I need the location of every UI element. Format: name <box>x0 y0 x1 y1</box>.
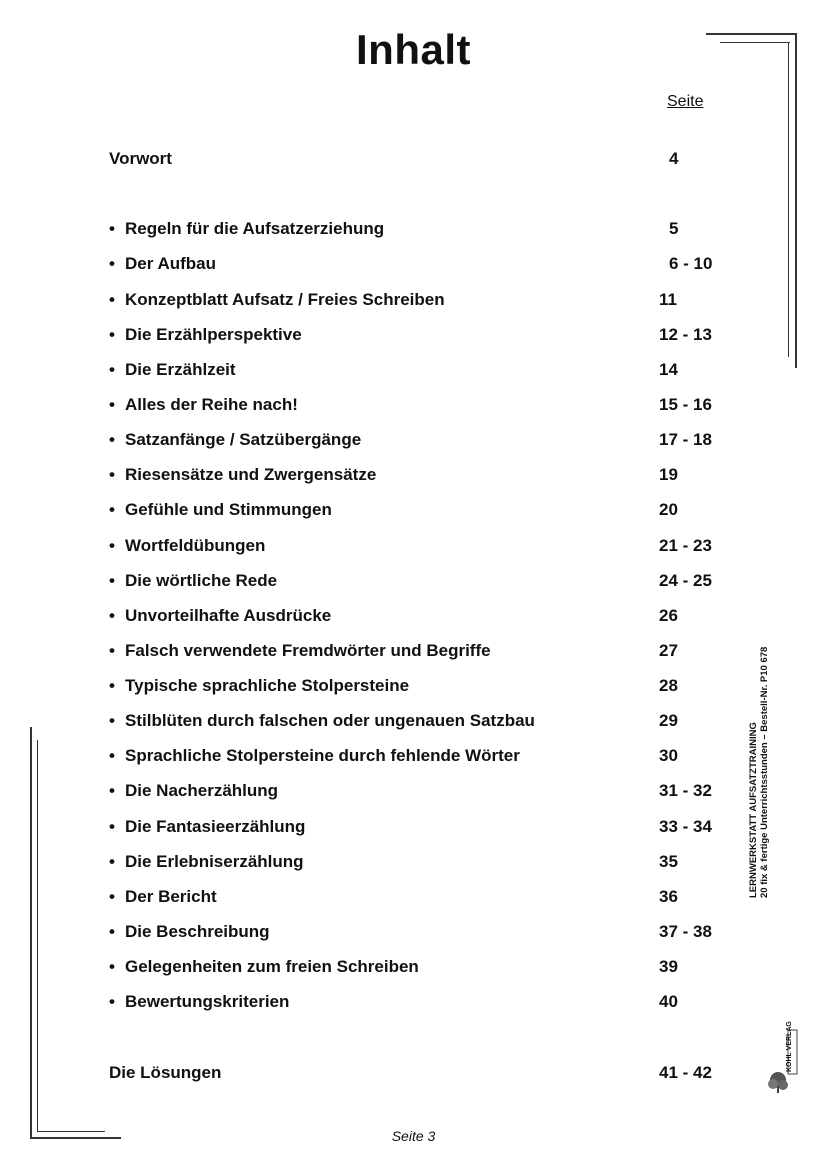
toc-entry <box>109 428 749 452</box>
toc-entry-label: Gelegenheiten zum freien Schreiben <box>125 957 419 976</box>
frame-line-top-inner <box>720 42 790 43</box>
toc-entry-page: 27 <box>659 641 678 660</box>
bullet-icon: • <box>109 992 115 1011</box>
toc-entry-label: Sprachliche Stolpersteine durch fehlende Wörter <box>125 746 520 765</box>
toc-entry-label: Die Erzählperspektive <box>125 325 302 344</box>
toc-entry-page: 29 <box>659 711 678 730</box>
toc-entry <box>109 288 749 312</box>
toc-entry <box>109 252 749 276</box>
bullet-icon: • <box>109 465 115 484</box>
toc-entry-label: Die Erlebniserzählung <box>125 852 304 871</box>
bullet-icon: • <box>109 676 115 695</box>
tree-logo-icon <box>768 1028 798 1094</box>
toc-entry <box>109 744 749 768</box>
toc-entry <box>109 990 749 1014</box>
toc-entry-label: Konzeptblatt Aufsatz / Freies Schreiben <box>125 290 445 309</box>
toc-entry <box>109 569 749 593</box>
toc-entry-label: Wortfeldübungen <box>125 536 266 555</box>
toc-entry-page: 39 <box>659 957 678 976</box>
toc-entry <box>109 779 749 803</box>
publisher-logo-text: KOHL VERLAG <box>786 1021 793 1072</box>
bullet-icon: • <box>109 325 115 344</box>
toc-entry-label: Die Lösungen <box>109 1063 222 1082</box>
page-column-header: Seite <box>667 93 704 110</box>
toc-entry-label: Regeln für die Aufsatzerziehung <box>125 219 385 238</box>
toc-entry <box>109 604 749 628</box>
toc-entry-page: 17 - 18 <box>659 430 712 449</box>
side-imprint <box>748 598 770 898</box>
toc-entry-label: Die Fantasieerzählung <box>125 817 306 836</box>
frame-line-left <box>30 727 32 1139</box>
bullet-icon: • <box>109 219 115 238</box>
toc-entry-page: 20 <box>659 500 678 519</box>
bullet-icon: • <box>109 254 115 273</box>
bullet-icon: • <box>109 360 115 379</box>
toc-entry-label: Die Erzählzeit <box>125 360 236 379</box>
side-imprint-line2: 20 fix & fertige Unterrichtsstunden – Bestell-Nr. P10 678 <box>759 646 770 898</box>
toc-entry-page: 6 - 10 <box>669 254 713 273</box>
toc-entry <box>109 955 749 979</box>
page-title: Inhalt <box>356 26 471 73</box>
toc-entry <box>109 358 749 382</box>
toc-entry <box>109 815 749 839</box>
bullet-icon: • <box>109 536 115 555</box>
bullet-icon: • <box>109 922 115 941</box>
toc-entry-label: Riesensätze und Zwergensätze <box>125 465 377 484</box>
toc-entry-page: 35 <box>659 852 678 871</box>
frame-line-right <box>795 33 797 368</box>
toc-entry-label: Stilblüten durch falschen oder ungenauen Satzbau <box>125 711 535 730</box>
page-footer: Seite 3 <box>391 1128 436 1144</box>
toc-entry-page: 21 - 23 <box>659 536 712 555</box>
toc-entry <box>109 885 749 909</box>
toc-entry-label: Bewertungskriterien <box>125 992 290 1011</box>
toc-entry <box>109 323 749 347</box>
toc-entry-label: Der Aufbau <box>125 254 216 273</box>
bullet-icon: • <box>109 395 115 414</box>
toc-entry-label: Die Beschreibung <box>125 922 270 941</box>
side-imprint-line1: LERNWERKSTATT AUFSATZTRAINING <box>748 722 759 898</box>
toc-entry-page: 12 - 13 <box>659 325 712 344</box>
toc-entry <box>109 850 749 874</box>
bullet-icon: • <box>109 641 115 660</box>
toc-entry-page: 5 <box>669 219 679 238</box>
bullet-icon: • <box>109 500 115 519</box>
toc-entry-label: Typische sprachliche Stolpersteine <box>125 676 410 695</box>
toc-entry-page: 11 <box>659 290 677 309</box>
toc-entry-label: Alles der Reihe nach! <box>125 395 298 414</box>
toc-entry-page: 4 <box>669 149 679 168</box>
bullet-icon: • <box>109 746 115 765</box>
toc-entry-label: Die Nacherzählung <box>125 781 279 800</box>
bullet-icon: • <box>109 711 115 730</box>
bullet-icon: • <box>109 571 115 590</box>
toc-entry <box>109 709 749 733</box>
bullet-icon: • <box>109 957 115 976</box>
toc-entry-page: 14 <box>659 360 678 379</box>
toc-entry-page: 19 <box>659 465 678 484</box>
toc-entry <box>109 147 749 171</box>
bullet-icon: • <box>109 887 115 906</box>
toc-entry <box>109 217 749 241</box>
toc-entry-label: Die wörtliche Rede <box>125 571 278 590</box>
toc-entry <box>109 463 749 487</box>
toc-entry <box>109 498 749 522</box>
bullet-icon: • <box>109 817 115 836</box>
bullet-icon: • <box>109 852 115 871</box>
toc-entry-label: Vorwort <box>109 149 172 168</box>
toc-entry <box>109 920 749 944</box>
toc-entry-page: 24 - 25 <box>659 571 712 590</box>
toc-entry-page: 15 - 16 <box>659 395 712 414</box>
toc-entry-page: 30 <box>659 746 678 765</box>
toc-entry <box>109 393 749 417</box>
toc-entry-page: 36 <box>659 887 678 906</box>
toc-entry-page: 37 - 38 <box>659 922 712 941</box>
publisher-logo <box>768 1028 798 1094</box>
toc-entry-page: 41 - 42 <box>659 1063 712 1082</box>
frame-line-right-inner <box>788 42 789 357</box>
bullet-icon: • <box>109 430 115 449</box>
toc-entry-label: Unvorteilhafte Ausdrücke <box>125 606 332 625</box>
toc-entry <box>109 534 749 558</box>
bullet-icon: • <box>109 606 115 625</box>
bullet-icon: • <box>109 781 115 800</box>
toc-entry-page: 26 <box>659 606 678 625</box>
toc-entry-page: 28 <box>659 676 678 695</box>
toc-entry-label: Der Bericht <box>125 887 217 906</box>
toc-entry-page: 33 - 34 <box>659 817 712 836</box>
toc-entry-label: Gefühle und Stimmungen <box>125 500 332 519</box>
toc-entry <box>109 639 749 663</box>
toc-entry <box>109 1061 749 1085</box>
frame-line-left-inner <box>37 740 38 1132</box>
toc-entry-label: Falsch verwendete Fremdwörter und Begriffe <box>125 641 491 660</box>
toc-entry-page: 31 - 32 <box>659 781 712 800</box>
toc-entry <box>109 674 749 698</box>
toc-entry-page: 40 <box>659 992 678 1011</box>
toc-entry-label: Satzanfänge / Satzübergänge <box>125 430 362 449</box>
bullet-icon: • <box>109 290 115 309</box>
frame-line-top <box>706 33 796 35</box>
